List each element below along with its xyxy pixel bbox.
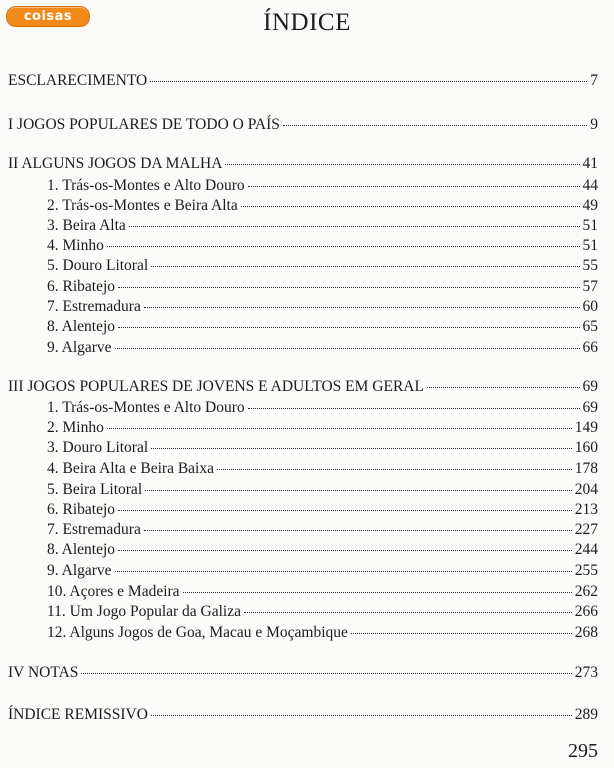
toc-entry bbox=[47, 583, 598, 601]
toc-entry-page: 69 bbox=[582, 399, 598, 416]
toc-entry-page: 227 bbox=[574, 521, 598, 538]
toc-entry bbox=[47, 624, 598, 642]
toc-entry-page: 41 bbox=[582, 155, 598, 172]
toc-entry-label: 2. Minho bbox=[47, 419, 104, 436]
toc-entry-page: 273 bbox=[574, 664, 598, 681]
dot-leader bbox=[115, 348, 580, 349]
toc-entry-label: IV NOTAS bbox=[8, 664, 79, 681]
toc-entry-page: 66 bbox=[582, 339, 598, 356]
toc-entry-label: 8. Alentejo bbox=[47, 318, 116, 335]
dot-leader bbox=[144, 530, 572, 531]
toc-entry-page: 69 bbox=[582, 378, 598, 395]
toc-entry bbox=[47, 439, 598, 457]
toc-entry-page: 51 bbox=[582, 217, 598, 234]
dot-leader bbox=[118, 550, 572, 551]
toc-entry-label: 9. Algarve bbox=[47, 339, 112, 356]
dot-leader bbox=[118, 287, 579, 288]
toc-entry bbox=[47, 481, 598, 499]
page-number: 295 bbox=[568, 740, 598, 762]
toc-entry bbox=[47, 318, 598, 336]
toc-entry-page: 262 bbox=[574, 583, 598, 600]
toc-entry bbox=[47, 603, 598, 621]
coisas-logo-badge: coisas bbox=[6, 6, 90, 27]
toc-entry-page: 9 bbox=[590, 116, 598, 133]
toc-entry-label: 7. Estremadura bbox=[47, 521, 141, 538]
toc-entry-label: 3. Beira Alta bbox=[47, 217, 126, 234]
dot-leader bbox=[118, 327, 579, 328]
toc-entry bbox=[8, 116, 598, 134]
toc-entry-label: 2. Trás-os-Montes e Beira Alta bbox=[47, 197, 238, 214]
toc-entry-page: 204 bbox=[574, 481, 598, 498]
dot-leader bbox=[244, 612, 572, 613]
toc-entry-label: III JOGOS POPULARES DE JOVENS E ADULTOS EM GERAL bbox=[8, 378, 424, 395]
toc-entry-page: 178 bbox=[574, 460, 598, 477]
dot-leader bbox=[248, 186, 580, 187]
dot-leader bbox=[81, 673, 571, 674]
toc-entry-page: 160 bbox=[574, 439, 598, 456]
page-title: ÍNDICE bbox=[263, 9, 351, 36]
toc-entry-page: 149 bbox=[574, 419, 598, 436]
toc-entry bbox=[8, 706, 598, 724]
dot-leader bbox=[151, 266, 579, 267]
toc-entry-label: 4. Beira Alta e Beira Baixa bbox=[47, 460, 214, 477]
toc-entry-label: 6. Ribatejo bbox=[47, 501, 116, 518]
toc-entry-page: 44 bbox=[582, 177, 598, 194]
toc-entry bbox=[47, 562, 598, 580]
toc-entry-label: 9. Algarve bbox=[47, 562, 112, 579]
dot-leader bbox=[283, 125, 587, 126]
toc-entry bbox=[8, 155, 598, 173]
toc-entry-page: 213 bbox=[574, 501, 598, 518]
toc-entry-label: 10. Açores e Madeira bbox=[47, 583, 180, 600]
toc-entry-page: 244 bbox=[574, 541, 598, 558]
toc-entry bbox=[8, 378, 598, 396]
toc-entry-label: II ALGUNS JOGOS DA MALHA bbox=[8, 155, 223, 172]
toc-entry bbox=[47, 278, 598, 296]
toc-entry-label: 1. Trás-os-Montes e Alto Douro bbox=[47, 177, 245, 194]
toc-entry-label: 3. Douro Litoral bbox=[47, 439, 149, 456]
dot-leader bbox=[217, 469, 572, 470]
dot-leader bbox=[151, 448, 572, 449]
toc-entry-page: 49 bbox=[582, 197, 598, 214]
toc-entry bbox=[47, 339, 598, 357]
dot-leader bbox=[427, 387, 580, 388]
toc-entry bbox=[47, 460, 598, 478]
dot-leader bbox=[225, 164, 579, 165]
dot-leader bbox=[241, 206, 580, 207]
toc-entry bbox=[47, 197, 598, 215]
toc-entry-label: 8. Alentejo bbox=[47, 541, 116, 558]
toc-entry-label: 1. Trás-os-Montes e Alto Douro bbox=[47, 399, 245, 416]
dot-leader bbox=[129, 226, 580, 227]
toc-entry-label: ESCLARECIMENTO bbox=[8, 72, 148, 89]
dot-leader bbox=[145, 490, 572, 491]
toc-entry-page: 7 bbox=[590, 72, 598, 89]
toc-entry bbox=[47, 541, 598, 559]
toc-entry bbox=[47, 501, 598, 519]
dot-leader bbox=[118, 510, 572, 511]
toc-entry-page: 268 bbox=[574, 624, 598, 641]
toc-entry-page: 60 bbox=[582, 298, 598, 315]
dot-leader bbox=[183, 592, 572, 593]
toc-entry-label: I JOGOS POPULARES DE TODO O PAÍS bbox=[8, 116, 280, 133]
toc-entry-label: 4. Minho bbox=[47, 237, 104, 254]
toc-entry-page: 65 bbox=[582, 318, 598, 335]
toc-entry bbox=[47, 237, 598, 255]
dot-leader bbox=[115, 571, 572, 572]
toc-entry bbox=[47, 521, 598, 539]
toc-entry bbox=[8, 664, 598, 682]
toc-entry-label: 5. Douro Litoral bbox=[47, 257, 149, 274]
toc-entry bbox=[47, 298, 598, 316]
toc-entry bbox=[47, 419, 598, 437]
toc-entry-label: 6. Ribatejo bbox=[47, 278, 116, 295]
dot-leader bbox=[107, 246, 580, 247]
dot-leader bbox=[150, 81, 587, 82]
dot-leader bbox=[151, 715, 572, 716]
dot-leader bbox=[107, 428, 572, 429]
toc-entry-page: 266 bbox=[574, 603, 598, 620]
toc-entry bbox=[47, 217, 598, 235]
dot-leader bbox=[248, 408, 580, 409]
dot-leader bbox=[144, 307, 580, 308]
toc-entry bbox=[47, 399, 598, 417]
toc-entry-label: ÍNDICE REMISSIVO bbox=[8, 706, 148, 723]
toc-entry-label: 12. Alguns Jogos de Goa, Macau e Moçambique bbox=[47, 624, 348, 641]
toc-entry-page: 57 bbox=[582, 278, 598, 295]
toc-entry-page: 55 bbox=[582, 257, 598, 274]
toc-entry-label: 11. Um Jogo Popular da Galiza bbox=[47, 603, 241, 620]
toc-entry-label: 5. Beira Litoral bbox=[47, 481, 143, 498]
dot-leader bbox=[351, 633, 572, 634]
toc-entry bbox=[47, 257, 598, 275]
toc-entry-page: 255 bbox=[574, 562, 598, 579]
toc-entry-page: 289 bbox=[574, 706, 598, 723]
toc-entry-label: 7. Estremadura bbox=[47, 298, 141, 315]
toc-entry bbox=[8, 72, 598, 90]
toc-entry bbox=[47, 177, 598, 195]
toc-entry-page: 51 bbox=[582, 237, 598, 254]
